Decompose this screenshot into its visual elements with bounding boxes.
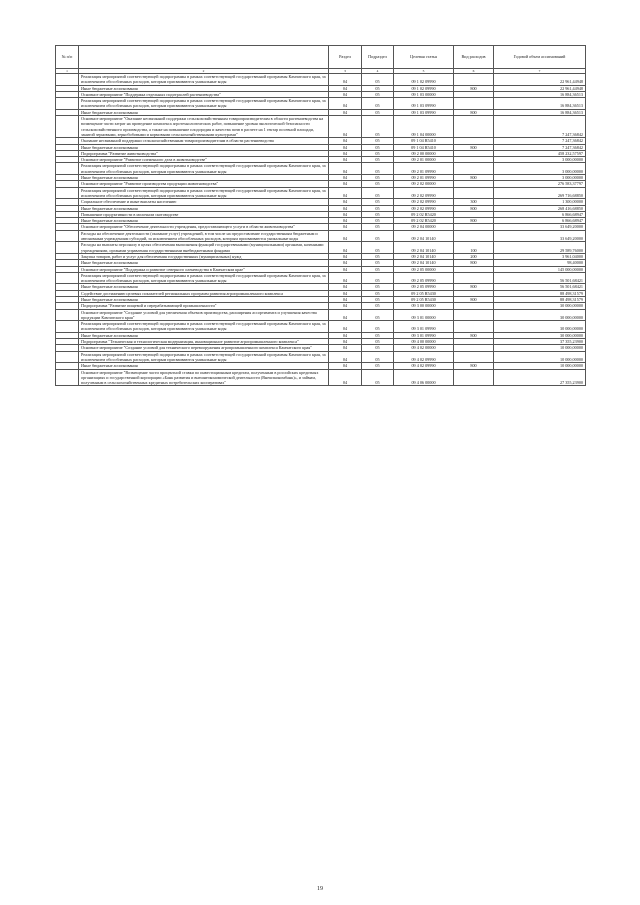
row-subsection-cell: 05: [362, 199, 394, 205]
row-name-cell: Иные бюджетные ассигнования: [79, 109, 329, 115]
row-target-cell: 09 4 02 00000: [394, 345, 454, 351]
row-name-cell: Реализация мероприятий соответствующей подпрограммы в рамках соответствующей государственной программы Камчатского края, за исключением обособленных расходов, которым присваиваются уникальные коды: [79, 74, 329, 86]
row-target-cell: 09 2 05 09990: [394, 272, 454, 284]
row-vr-cell: [454, 74, 494, 86]
row-sum-cell: 6 866,68947: [494, 211, 586, 217]
row-subsection-cell: 05: [362, 181, 394, 187]
row-section-cell: 04: [329, 290, 362, 296]
table-row: [56, 351, 586, 363]
row-sum-cell: 268 416,68850: [494, 205, 586, 211]
row-target-cell: 09 4 00 00000: [394, 339, 454, 345]
row-sum-cell: 7 247,36842: [494, 144, 586, 150]
row-number-cell: [56, 74, 79, 86]
row-subsection-cell: 05: [362, 157, 394, 163]
row-name-cell: Содействие достижению целевых показателей региональных программ развития агропромышленного комплекса: [79, 290, 329, 296]
row-subsection-cell: 05: [362, 284, 394, 290]
table-row: [56, 369, 586, 386]
row-section-cell: 04: [329, 175, 362, 181]
row-name-cell: Основное мероприятие "Поддержка и развитие северного оленеводства в Камчатском крае": [79, 266, 329, 272]
row-section-cell: 04: [329, 98, 362, 110]
row-name-cell: Иные бюджетные ассигнования: [79, 332, 329, 338]
row-subsection-cell: 05: [362, 272, 394, 284]
row-subsection-cell: 05: [362, 253, 394, 259]
row-subsection-cell: 05: [362, 74, 394, 86]
table-row: [56, 309, 586, 321]
row-target-cell: 09 2 05 00000: [394, 266, 454, 272]
row-subsection-cell: 05: [362, 144, 394, 150]
row-sum-cell: 30 000,00000: [494, 321, 586, 333]
row-section-cell: 04: [329, 309, 362, 321]
row-sum-cell: 30 000,00000: [494, 332, 586, 338]
row-subsection-cell: 05: [362, 332, 394, 338]
row-section-cell: 04: [329, 144, 362, 150]
row-subsection-cell: 05: [362, 109, 394, 115]
row-subsection-cell: 05: [362, 363, 394, 369]
row-number-cell: [56, 163, 79, 175]
row-target-cell: 09 1 02 09990: [394, 85, 454, 91]
row-name-cell: Подпрограмма "Развитие пищевой и перерабатывающей промышленности": [79, 303, 329, 309]
row-vr-cell: [454, 272, 494, 284]
row-subsection-cell: 05: [362, 211, 394, 217]
row-sum-cell: 88 498,31579: [494, 296, 586, 302]
row-name-cell: Подпрограмма "Техническая и технологическая модернизация, инновационное развитие агропромышленного комплекса": [79, 339, 329, 345]
row-section-cell: 04: [329, 369, 362, 386]
row-subsection-cell: 05: [362, 266, 394, 272]
row-subsection-cell: 05: [362, 85, 394, 91]
row-subsection-cell: 05: [362, 303, 394, 309]
row-target-cell: 09 4 02 09990: [394, 363, 454, 369]
table-row: [56, 230, 586, 242]
row-name-cell: Реализация мероприятий соответствующей подпрограммы в рамках соответствующей государственной программы Камчатского края, за исключением обособленных расходов, которым присваиваются уникальные коды: [79, 187, 329, 199]
row-sum-cell: 6 866,68947: [494, 218, 586, 224]
row-sum-cell: 3 000,00000: [494, 163, 586, 175]
row-sum-cell: 3 000,00000: [494, 157, 586, 163]
row-section-cell: 04: [329, 296, 362, 302]
row-name-cell: Иные бюджетные ассигнования: [79, 175, 329, 181]
row-target-cell: 09 2 05 09990: [394, 284, 454, 290]
column-number: 4: [362, 69, 394, 74]
row-section-cell: 04: [329, 345, 362, 351]
row-vr-cell: [454, 369, 494, 386]
row-subsection-cell: 05: [362, 260, 394, 266]
row-vr-cell: 100: [454, 242, 494, 254]
row-target-cell: 09 2 02 00000: [394, 181, 454, 187]
row-target-cell: 09 2 00 00000: [394, 150, 454, 156]
row-subsection-cell: 05: [362, 138, 394, 144]
row-name-cell: Закупка товаров, работ и услуг для обеспечения государственных (муниципальных) нужд: [79, 253, 329, 259]
row-name-cell: Иные бюджетные ассигнования: [79, 144, 329, 150]
row-section-cell: 04: [329, 321, 362, 333]
row-name-cell: Иные бюджетные ассигнования: [79, 260, 329, 266]
row-section-cell: 04: [329, 272, 362, 284]
row-number-cell: [56, 116, 79, 138]
row-subsection-cell: 05: [362, 242, 394, 254]
row-vr-cell: 300: [454, 199, 494, 205]
row-target-cell: 09 1 03 09990: [394, 98, 454, 110]
row-vr-cell: 200: [454, 253, 494, 259]
row-number-cell: [56, 187, 79, 199]
row-sum-cell: 22 961,44948: [494, 74, 586, 86]
header-row: [56, 46, 586, 69]
row-subsection-cell: 05: [362, 150, 394, 156]
row-target-cell: 09 3 01 09990: [394, 321, 454, 333]
table-row: [56, 163, 586, 175]
row-name-cell: Повышение продуктивности в молочном скотоводстве: [79, 211, 329, 217]
row-sum-cell: 29 589,76000: [494, 242, 586, 254]
row-sum-cell: 98,40000: [494, 260, 586, 266]
row-vr-cell: 800: [454, 175, 494, 181]
row-subsection-cell: 05: [362, 205, 394, 211]
row-vr-cell: 800: [454, 218, 494, 224]
row-target-cell: 09 2 01 09990: [394, 175, 454, 181]
row-subsection-cell: 05: [362, 116, 394, 138]
row-sum-cell: 16 884,36513: [494, 91, 586, 97]
table-row: [56, 116, 586, 138]
row-vr-cell: 800: [454, 144, 494, 150]
row-sum-cell: 145 000,00000: [494, 266, 586, 272]
row-name-cell: Основное мероприятие "Развитие племенного дела в животноводстве": [79, 157, 329, 163]
column-number: 7: [494, 69, 586, 74]
row-sum-cell: 269 716,68850: [494, 187, 586, 199]
row-name-cell: Основное мероприятие "Обеспечение деятельности учреждения, предоставляющего услуги в области животноводства": [79, 224, 329, 230]
table-row: [56, 98, 586, 110]
row-name-cell: Основное мероприятие "Создание условий для технического перевооружения агропромышленного комплекса Камчатского края": [79, 345, 329, 351]
row-sum-cell: 56 501,68421: [494, 284, 586, 290]
row-number-cell: [56, 272, 79, 284]
row-target-cell: 09 2 02 09990: [394, 205, 454, 211]
row-section-cell: 04: [329, 116, 362, 138]
row-vr-cell: [454, 98, 494, 110]
row-name-cell: Расходы на выплаты персоналу в целях обеспечения выполнения функций государственными (муниципальными) органами, казенными учреждениями, органами управления государственными внебюджетными фондами: [79, 242, 329, 254]
row-name-cell: Основное мероприятие "Поддержка отдельных подотраслей растениеводства": [79, 91, 329, 97]
row-name-cell: Иные бюджетные ассигнования: [79, 284, 329, 290]
row-number-cell: [56, 309, 79, 321]
row-subsection-cell: 05: [362, 187, 394, 199]
row-vr-cell: 800: [454, 332, 494, 338]
row-section-cell: 04: [329, 351, 362, 363]
row-vr-cell: 800: [454, 85, 494, 91]
row-sum-cell: 27 355,23900: [494, 369, 586, 386]
table-row: [56, 242, 586, 254]
row-target-cell: 09 1 03 00000: [394, 91, 454, 97]
row-section-cell: 04: [329, 109, 362, 115]
table-row: [56, 321, 586, 333]
row-name-cell: Реализация мероприятий соответствующей подпрограммы в рамках соответствующей государственной программы Камчатского края, за исключением обособленных расходов, которым присваиваются уникальные коды: [79, 351, 329, 363]
header-target: Целевая статья: [394, 46, 454, 69]
row-subsection-cell: 05: [362, 175, 394, 181]
row-sum-cell: 22 961,44948: [494, 85, 586, 91]
row-subsection-cell: 05: [362, 369, 394, 386]
row-target-cell: 09 3 00 00000: [394, 303, 454, 309]
row-target-cell: 09 2 05 R5430: [394, 296, 454, 302]
row-sum-cell: 276 583,37797: [494, 181, 586, 187]
header-section: Раздел: [329, 46, 362, 69]
row-vr-cell: [454, 187, 494, 199]
row-section-cell: 04: [329, 253, 362, 259]
row-sum-cell: 3 000,00000: [494, 175, 586, 181]
row-name-cell: Иные бюджетные ассигнования: [79, 205, 329, 211]
row-target-cell: 09 2 01 00000: [394, 157, 454, 163]
row-section-cell: 04: [329, 74, 362, 86]
row-section-cell: 04: [329, 224, 362, 230]
row-vr-cell: 800: [454, 109, 494, 115]
row-vr-cell: [454, 351, 494, 363]
row-name-cell: Иные бюджетные ассигнования: [79, 296, 329, 302]
column-number: 1: [56, 69, 79, 74]
row-target-cell: 09 3 01 09990: [394, 332, 454, 338]
row-section-cell: 04: [329, 163, 362, 175]
row-target-cell: 09 2 04 10140: [394, 242, 454, 254]
row-sum-cell: 16 884,36513: [494, 98, 586, 110]
row-section-cell: 04: [329, 332, 362, 338]
row-subsection-cell: 05: [362, 91, 394, 97]
row-name-cell: Реализация мероприятий соответствующей подпрограммы в рамках соответствующей государственной программы Камчатского края, за исключением обособленных расходов, которым присваиваются уникальные коды: [79, 98, 329, 110]
row-target-cell: 09 1 04 R5410: [394, 144, 454, 150]
row-name-cell: Оказание несвязанной поддержки сельскохозяйственным товаропроизводителям в области растениеводства: [79, 138, 329, 144]
row-sum-cell: 16 884,36513: [494, 109, 586, 115]
row-section-cell: 04: [329, 303, 362, 309]
header-name: [79, 46, 329, 69]
row-name-cell: Иные бюджетные ассигнования: [79, 363, 329, 369]
row-target-cell: 09 2 04 00000: [394, 224, 454, 230]
row-target-cell: 09 2 02 R5420: [394, 211, 454, 217]
row-sum-cell: 33 649,20000: [494, 224, 586, 230]
row-subsection-cell: 05: [362, 290, 394, 296]
row-subsection-cell: 05: [362, 218, 394, 224]
row-vr-cell: [454, 321, 494, 333]
row-section-cell: 04: [329, 230, 362, 242]
row-section-cell: 04: [329, 199, 362, 205]
row-sum-cell: 7 247,36842: [494, 138, 586, 144]
row-target-cell: 09 4 06 00000: [394, 369, 454, 386]
row-name-cell: Реализация мероприятий соответствующей подпрограммы в рамках соответствующей государственной программы Камчатского края, за исключением обособленных расходов, которым присваиваются уникальные коды: [79, 272, 329, 284]
row-vr-cell: 800: [454, 363, 494, 369]
row-target-cell: 09 1 02 09990: [394, 74, 454, 86]
row-section-cell: 04: [329, 205, 362, 211]
row-section-cell: 04: [329, 242, 362, 254]
row-name-cell: Основное мероприятие "Развитие производства продукции животноводства": [79, 181, 329, 187]
row-name-cell: Основное мероприятие "Возмещение части процентной ставки по инвестиционным кредитам, полученным в российских кредитных организациях и государственной корпорации «Банк развития и внешнеэкономической деятельности (Внешэкономбанк)», и займам, полученным в сельскохозяйственных кредитных потребительских кооперативах": [79, 369, 329, 386]
row-target-cell: 09 1 04 R5410: [394, 138, 454, 144]
row-sum-cell: 37 355,23900: [494, 339, 586, 345]
row-target-cell: 09 2 04 10140: [394, 230, 454, 242]
row-number-cell: [56, 230, 79, 242]
row-target-cell: 09 2 01 09990: [394, 163, 454, 175]
row-sum-cell: 10 000,00000: [494, 363, 586, 369]
row-vr-cell: [454, 230, 494, 242]
row-name-cell: Реализация мероприятий соответствующей подпрограммы в рамках соответствующей государственной программы Камчатского края, за исключением обособленных расходов, которым присваиваются уникальные коды: [79, 321, 329, 333]
row-section-cell: 04: [329, 218, 362, 224]
row-section-cell: 04: [329, 157, 362, 163]
header-vr: Вид расходов: [454, 46, 494, 69]
row-vr-cell: [454, 163, 494, 175]
column-number: 5: [394, 69, 454, 74]
row-vr-cell: 800: [454, 296, 494, 302]
row-subsection-cell: 05: [362, 230, 394, 242]
row-target-cell: 09 3 01 00000: [394, 309, 454, 321]
table-row: [56, 74, 586, 86]
row-name-cell: Иные бюджетные ассигнования: [79, 85, 329, 91]
header-subsection: Подраздел: [362, 46, 394, 69]
row-target-cell: 09 1 03 09990: [394, 109, 454, 115]
row-subsection-cell: 05: [362, 339, 394, 345]
row-sum-cell: 56 501,68421: [494, 272, 586, 284]
row-sum-cell: 30 000,00000: [494, 303, 586, 309]
row-number-cell: [56, 351, 79, 363]
row-subsection-cell: 05: [362, 224, 394, 230]
row-section-cell: 04: [329, 85, 362, 91]
row-vr-cell: [454, 309, 494, 321]
row-target-cell: 09 2 02 09990: [394, 187, 454, 199]
row-subsection-cell: 05: [362, 321, 394, 333]
row-subsection-cell: 05: [362, 351, 394, 363]
row-sum-cell: 3 961,04000: [494, 253, 586, 259]
column-number: 2: [79, 69, 329, 74]
row-name-cell: Иные бюджетные ассигнования: [79, 218, 329, 224]
row-name-cell: Основное мероприятие "Оказание несвязанной поддержки сельскохозяйственным товаропроизводителям в области растениеводства на возмещение части затрат на проведение комплекса агротехнологических работ, повышение уровня экологической безопасности сельскохозяйственного производства, а также на повышение плодородия и качества почв в расчете на 1 гектар посевной площади, занятой зерновыми, зернобобовыми и кормовыми сельскохозяйственными культурами": [79, 116, 329, 138]
row-subsection-cell: 05: [362, 163, 394, 175]
row-target-cell: 09 2 04 10140: [394, 253, 454, 259]
budget-table: [55, 45, 586, 386]
row-vr-cell: [454, 116, 494, 138]
row-sum-cell: 30 000,00000: [494, 309, 586, 321]
row-section-cell: 04: [329, 284, 362, 290]
row-sum-cell: 10 000,00000: [494, 345, 586, 351]
row-number-cell: [56, 321, 79, 333]
row-target-cell: 09 2 02 R5420: [394, 218, 454, 224]
row-vr-cell: 800: [454, 260, 494, 266]
row-sum-cell: 88 498,31579: [494, 290, 586, 296]
row-section-cell: 04: [329, 138, 362, 144]
row-number-cell: [56, 98, 79, 110]
header-num: № п/п: [56, 46, 79, 69]
table-body: [56, 74, 586, 386]
row-vr-cell: 800: [454, 205, 494, 211]
row-sum-cell: 10 000,00000: [494, 351, 586, 363]
row-section-cell: 04: [329, 363, 362, 369]
row-name-cell: Реализация мероприятий соответствующей подпрограммы в рамках соответствующей государственной программы Камчатского края, за исключением обособленных расходов, которым присваиваются уникальные коды: [79, 163, 329, 175]
page-number: 19: [317, 886, 323, 892]
row-sum-cell: 33 649,20000: [494, 230, 586, 242]
column-number: 3: [329, 69, 362, 74]
column-number: 6: [454, 69, 494, 74]
row-name-cell: Социальное обеспечение и иные выплаты населению: [79, 199, 329, 205]
row-subsection-cell: 05: [362, 309, 394, 321]
row-number-cell: [56, 242, 79, 254]
row-section-cell: 04: [329, 211, 362, 217]
row-name-cell: Основное мероприятие "Создание условий для увеличения объемов производства, расширения ассортимента и улучшения качества продукции Камчатского края": [79, 309, 329, 321]
header-sum: Годовой объем ассигнований: [494, 46, 586, 69]
table-row: [56, 187, 586, 199]
row-subsection-cell: 05: [362, 98, 394, 110]
row-sum-cell: 458 232,57597: [494, 150, 586, 156]
row-section-cell: 04: [329, 91, 362, 97]
row-sum-cell: 1 300,00000: [494, 199, 586, 205]
row-vr-cell: 800: [454, 284, 494, 290]
row-name-cell: Подпрограмма "Развитие животноводства": [79, 150, 329, 156]
row-section-cell: 04: [329, 266, 362, 272]
row-subsection-cell: 05: [362, 296, 394, 302]
row-section-cell: 04: [329, 150, 362, 156]
row-section-cell: 04: [329, 339, 362, 345]
row-target-cell: 09 2 04 10140: [394, 260, 454, 266]
row-section-cell: 04: [329, 260, 362, 266]
row-sum-cell: 7 247,36842: [494, 116, 586, 138]
row-subsection-cell: 05: [362, 345, 394, 351]
row-target-cell: 09 1 04 00000: [394, 116, 454, 138]
row-section-cell: 04: [329, 181, 362, 187]
row-target-cell: 09 4 02 09990: [394, 351, 454, 363]
row-section-cell: 04: [329, 187, 362, 199]
row-name-cell: Расходы на обеспечение деятельности (оказание услуг) учреждений, в том числе на предоставление государственным бюджетным и автономным учреждениям субсидий, за исключением обособленных расходов, которым присваиваются уникальные коды: [79, 230, 329, 242]
row-target-cell: 09 2 05 R5430: [394, 290, 454, 296]
row-target-cell: 09 2 02 09990: [394, 199, 454, 205]
row-number-cell: [56, 369, 79, 386]
table-row: [56, 272, 586, 284]
